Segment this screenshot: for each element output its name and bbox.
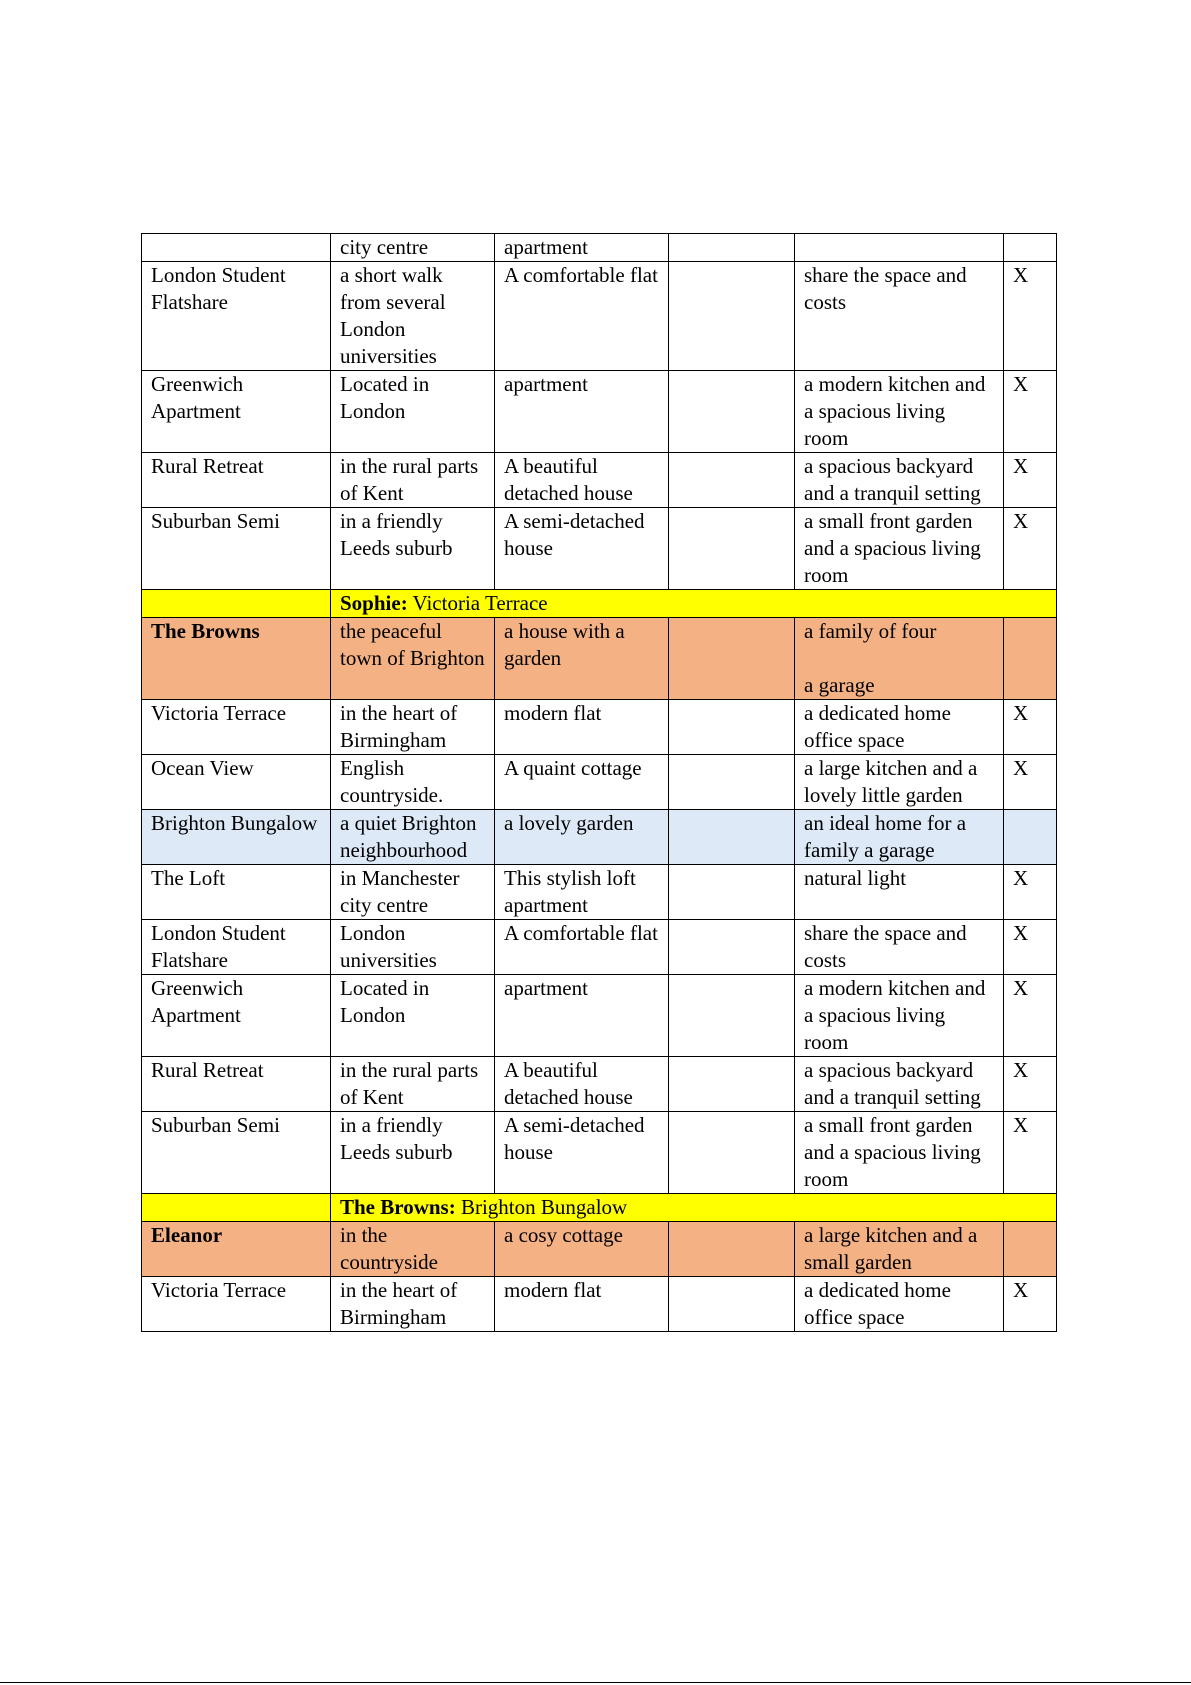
property-name-cell: London Student Flatshare (142, 920, 331, 975)
features-cell: a spacious backyard and a tranquil setting (795, 1057, 1004, 1112)
features-cell: a modern kitchen and a spacious living room (795, 975, 1004, 1057)
client-header-row (142, 618, 1057, 700)
match-mark-cell: X (1004, 865, 1057, 920)
location-cell: city centre (331, 234, 495, 262)
table-row (142, 975, 1057, 1057)
match-mark-cell: X (1004, 700, 1057, 755)
features-cell (795, 234, 1004, 262)
blank-cell (669, 262, 795, 371)
blank-cell (669, 810, 795, 865)
match-mark-cell: X (1004, 920, 1057, 975)
location-cell: in the rural parts of Kent (331, 453, 495, 508)
features-cell: share the space and costs (795, 920, 1004, 975)
property-name-cell: Ocean View (142, 755, 331, 810)
property-type-cell: apartment (495, 234, 669, 262)
blank-cell (669, 453, 795, 508)
features-cell: a modern kitchen and a spacious living room (795, 371, 1004, 453)
section-title-cell (331, 590, 1057, 618)
features-cell: a family of four a garage (795, 618, 1004, 700)
blank-cell (669, 1222, 795, 1277)
location-cell: a short walk from several London universities (331, 262, 495, 371)
property-type-cell: modern flat (495, 1277, 669, 1332)
section-row (142, 1194, 1057, 1222)
match-mark-cell (1004, 810, 1057, 865)
property-name-cell: Suburban Semi (142, 508, 331, 590)
blank-cell (669, 1277, 795, 1332)
table-row (142, 371, 1057, 453)
match-mark-cell: X (1004, 1277, 1057, 1332)
property-name-cell: London Student Flatshare (142, 262, 331, 371)
property-type-cell: A comfortable flat (495, 262, 669, 371)
section-property-name: Victoria Terrace (407, 591, 548, 615)
property-name-cell: Victoria Terrace (142, 700, 331, 755)
blank-cell (669, 371, 795, 453)
features-cell: a spacious backyard and a tranquil setting (795, 453, 1004, 508)
property-type-cell: a lovely garden (495, 810, 669, 865)
blank-cell (669, 920, 795, 975)
location-cell: London universities (331, 920, 495, 975)
match-mark-cell: X (1004, 1112, 1057, 1194)
property-name-cell: Greenwich Apartment (142, 371, 331, 453)
section-person-name: Sophie: (340, 591, 408, 615)
features-cell: a small front garden and a spacious living room (795, 508, 1004, 590)
section-spacer-cell (142, 1194, 331, 1222)
section-title-cell (331, 1194, 1057, 1222)
property-name-cell: The Browns (142, 618, 331, 700)
match-mark-cell (1004, 1222, 1057, 1277)
property-name-cell: Victoria Terrace (142, 1277, 331, 1332)
property-type-cell: A quaint cottage (495, 755, 669, 810)
section-row (142, 590, 1057, 618)
match-mark-cell: X (1004, 453, 1057, 508)
match-mark-cell: X (1004, 262, 1057, 371)
property-name-cell: Rural Retreat (142, 1057, 331, 1112)
features-cell: a large kitchen and a lovely little garden (795, 755, 1004, 810)
location-cell: in a friendly Leeds suburb (331, 508, 495, 590)
location-cell: the peaceful town of Brighton (331, 618, 495, 700)
blank-cell (669, 234, 795, 262)
location-cell: in Manchester city centre (331, 865, 495, 920)
match-mark-cell (1004, 618, 1057, 700)
property-type-cell: apartment (495, 371, 669, 453)
features-cell: a dedicated home office space (795, 1277, 1004, 1332)
features-cell: a dedicated home office space (795, 700, 1004, 755)
location-cell: in a friendly Leeds suburb (331, 1112, 495, 1194)
property-name-cell: Brighton Bungalow (142, 810, 331, 865)
table-row (142, 920, 1057, 975)
features-cell: a small front garden and a spacious living room (795, 1112, 1004, 1194)
blank-cell (669, 700, 795, 755)
property-match-table (141, 233, 1057, 1332)
table-row (142, 262, 1057, 371)
location-cell: in the heart of Birmingham (331, 700, 495, 755)
blank-cell (669, 1057, 795, 1112)
property-type-cell: modern flat (495, 700, 669, 755)
match-mark-cell: X (1004, 508, 1057, 590)
match-mark-cell: X (1004, 371, 1057, 453)
table-row (142, 755, 1057, 810)
property-type-cell: A beautiful detached house (495, 1057, 669, 1112)
location-cell: Located in London (331, 975, 495, 1057)
blank-cell (669, 755, 795, 810)
table-row (142, 1057, 1057, 1112)
location-cell: Located in London (331, 371, 495, 453)
client-header-row (142, 1222, 1057, 1277)
property-type-cell: a cosy cottage (495, 1222, 669, 1277)
table-body (142, 234, 1057, 1332)
property-name-cell: Rural Retreat (142, 453, 331, 508)
property-name-cell: Eleanor (142, 1222, 331, 1277)
blank-cell (669, 1112, 795, 1194)
table-row (142, 453, 1057, 508)
section-property-name: Brighton Bungalow (455, 1195, 628, 1219)
property-type-cell: This stylish loft apartment (495, 865, 669, 920)
property-type-cell: a house with a garden (495, 618, 669, 700)
property-type-cell: A semi-detached house (495, 508, 669, 590)
property-name-cell: Greenwich Apartment (142, 975, 331, 1057)
property-name-cell (142, 234, 331, 262)
location-cell: a quiet Brighton neighbourhood (331, 810, 495, 865)
table-row (142, 700, 1057, 755)
section-person-name: The Browns: (340, 1195, 456, 1219)
match-mark-cell: X (1004, 755, 1057, 810)
blank-cell (669, 508, 795, 590)
blank-cell (669, 975, 795, 1057)
property-type-cell: apartment (495, 975, 669, 1057)
location-cell: in the heart of Birmingham (331, 1277, 495, 1332)
match-mark-cell: X (1004, 1057, 1057, 1112)
property-type-cell: A semi-detached house (495, 1112, 669, 1194)
page-bottom-rule (0, 1682, 1191, 1683)
features-cell: a large kitchen and a small garden (795, 1222, 1004, 1277)
property-type-cell: A comfortable flat (495, 920, 669, 975)
match-mark-cell (1004, 234, 1057, 262)
table-row (142, 1112, 1057, 1194)
features-cell: share the space and costs (795, 262, 1004, 371)
table-row (142, 1277, 1057, 1332)
blank-cell (669, 865, 795, 920)
blank-cell (669, 618, 795, 700)
match-mark-cell: X (1004, 975, 1057, 1057)
property-name-cell: The Loft (142, 865, 331, 920)
property-type-cell: A beautiful detached house (495, 453, 669, 508)
table-row (142, 234, 1057, 262)
highlighted-row (142, 810, 1057, 865)
table-row (142, 865, 1057, 920)
table-row (142, 508, 1057, 590)
location-cell: in the countryside (331, 1222, 495, 1277)
section-spacer-cell (142, 590, 331, 618)
features-cell: an ideal home for a family a garage (795, 810, 1004, 865)
location-cell: in the rural parts of Kent (331, 1057, 495, 1112)
features-cell: natural light (795, 865, 1004, 920)
location-cell: English countryside. (331, 755, 495, 810)
property-name-cell: Suburban Semi (142, 1112, 331, 1194)
